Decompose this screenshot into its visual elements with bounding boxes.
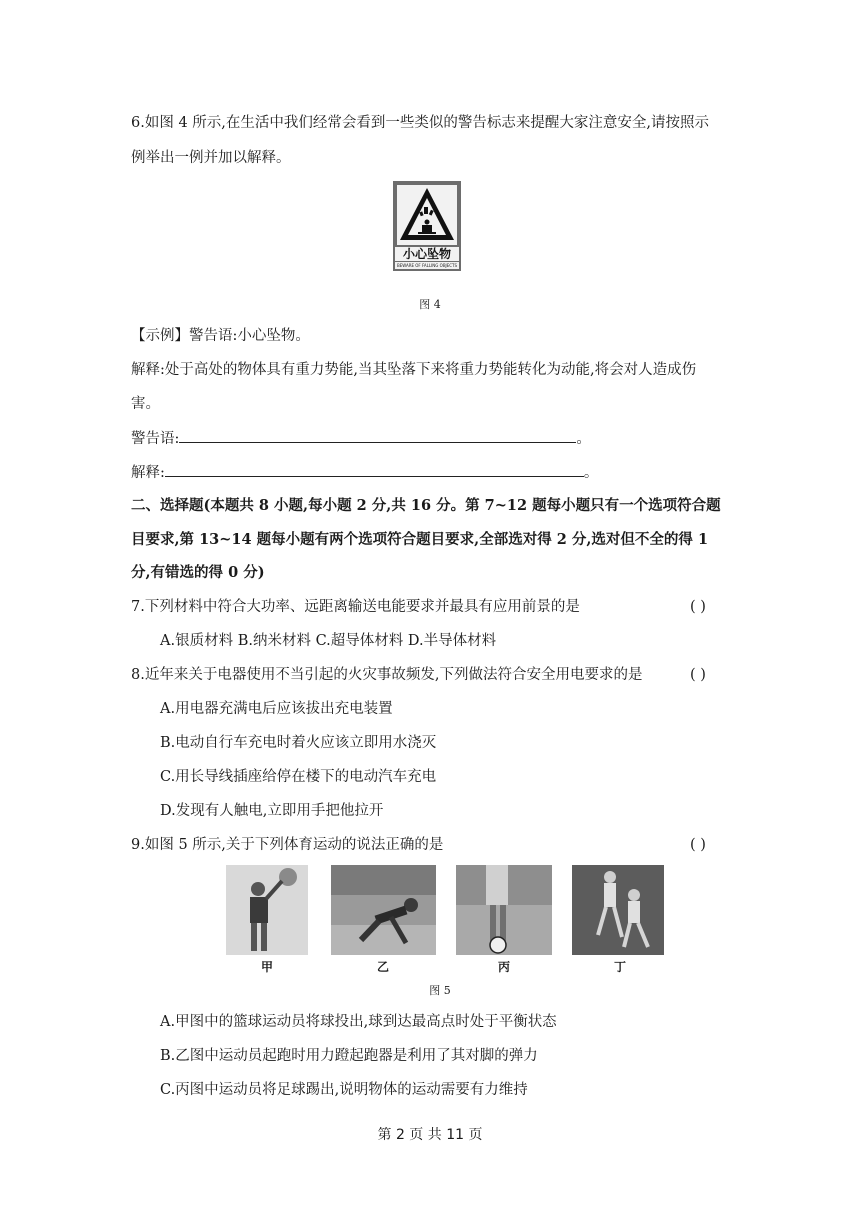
figure-label-bing: 丙 [498,960,511,974]
figure-4-caption: 图 4 [419,298,441,311]
q7-stem: 7.下列材料中符合大功率、远距离输送电能要求并最具有应用前景的是 [131,599,580,615]
q7-answer-paren[interactable]: ( ) [690,599,706,615]
q6-explain-answer-row [131,462,598,483]
warning-triangle-icon [397,185,457,245]
q6-explain-line1: 解释:处于高处的物体具有重力势能,当其坠落下来将重力势能转化为动能,将会对人造成伤 [131,362,697,378]
falling-objects-warning-sign [393,181,461,271]
warning-label: 警告语: [131,431,180,447]
section2-heading-line3: 分,有错选的得 0 分) [131,564,265,581]
warning-answer-blank[interactable] [179,428,576,443]
q8-option-b: B.电动自行车充电时着火应该立即用水浇灭 [160,735,437,751]
section2-heading-line1: 二、选择题(本题共 8 小题,每小题 2 分,共 16 分。第 7~12 题每小题只有一个选项符合题 [131,497,721,514]
sign-label: 小心坠物 [395,247,459,261]
q9-stem: 9.如图 5 所示,关于下列体育运动的说法正确的是 [131,837,444,853]
q9-answer-paren[interactable]: ( ) [690,837,706,853]
photo-sprinter-start [331,865,436,955]
photo-basketball-player [226,865,308,955]
q9-option-c: C.丙图中运动员将足球踢出,说明物体的运动需要有力维持 [160,1082,528,1098]
q6-warning-answer-row [131,428,591,449]
q8-option-a: A.用电器充满电后应该拔出充电装置 [160,701,393,717]
figure-label-yi: 乙 [377,960,390,974]
q6-explain-line2: 害。 [131,396,160,412]
q6-example: 【示例】警告语:小心坠物。 [131,328,310,344]
section2-heading-line2: 目要求,第 13~14 题每小题有两个选项符合题目要求,全部选对得 2 分,选对但不全的得 1 [131,531,709,548]
figure-5-caption: 图 5 [429,984,451,997]
figure-label-ding: 丁 [614,960,627,974]
photo-badminton-doubles [572,865,664,955]
q8-stem: 8.近年来关于电器使用不当引起的火灾事故频发,下列做法符合安全用电要求的是 [131,667,643,683]
q6-text-line2: 例举出一例并加以解释。 [131,150,291,166]
q9-option-a: A.甲图中的篮球运动员将球投出,球到达最高点时处于平衡状态 [160,1014,557,1030]
explain-answer-blank[interactable] [165,462,584,477]
warning-period: 。 [576,431,591,447]
q8-option-c: C.用长导线插座给停在楼下的电动汽车充电 [160,769,437,785]
q8-answer-paren[interactable]: ( ) [690,667,706,683]
q9-option-b: B.乙图中运动员起跑时用力蹬起跑器是利用了其对脚的弹力 [160,1048,538,1064]
figure-label-jia: 甲 [261,960,274,974]
explain-period: 。 [583,465,599,481]
photo-soccer-kick [456,865,552,955]
q7-options: A.银质材料 B.纳米材料 C.超导体材料 D.半导体材料 [160,633,497,649]
q6-text-line1: 6.如图 4 所示,在生活中我们经常会看到一些类似的警告标志来提醒大家注意安全,请按照示 [131,115,709,131]
page-footer: 第 2 页 共 11 页 [377,1127,483,1143]
sign-sublabel: BEWARE OF FALLING OBJECTS [396,263,458,268]
explain-label: 解释: [131,465,165,481]
q8-option-d: D.发现有人触电,立即用手把他拉开 [160,803,384,819]
